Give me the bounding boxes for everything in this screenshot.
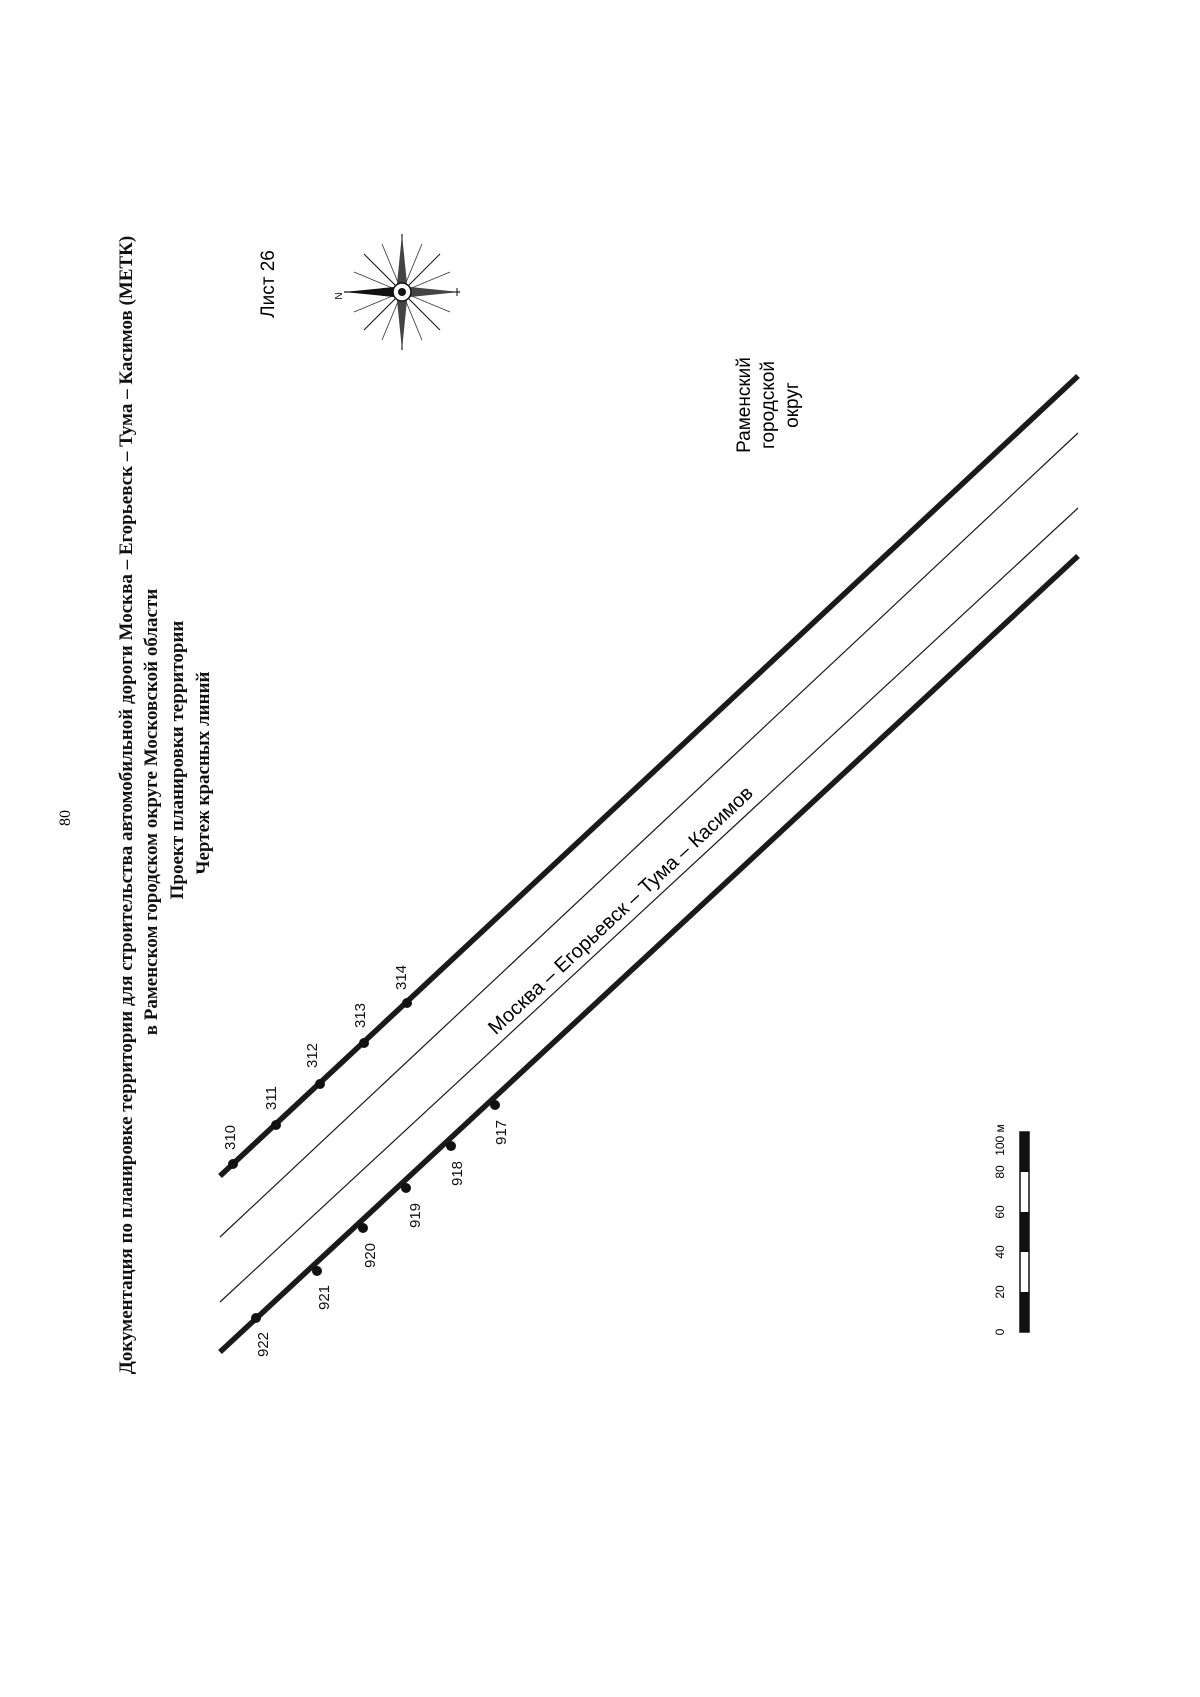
page-number: 80 xyxy=(57,810,74,826)
title-line-4: Чертеж красных линий xyxy=(193,671,214,875)
scale-tick-label: 100 м xyxy=(993,1124,1007,1156)
scale-tick-label: 40 xyxy=(993,1245,1007,1259)
point-label: 918 xyxy=(449,1160,466,1186)
scale-tick-label: 0 xyxy=(993,1328,1007,1336)
point-marker xyxy=(358,1223,368,1233)
point-marker xyxy=(402,998,412,1008)
lower-points xyxy=(251,1100,510,1357)
title-line-1: Документация по планировке территории для строительства автомобильной дороги Москва – Егорьевск – Тума – Касимов (МЕТК) xyxy=(116,235,137,1375)
sheet-label: Лист 26 xyxy=(258,250,279,318)
point-label: 922 xyxy=(255,1331,272,1357)
red-line-lower xyxy=(220,556,1078,1352)
title-line-3: Проект планировки территории xyxy=(167,620,188,900)
point-marker xyxy=(446,1141,456,1151)
road-name-label: Москва – Егорьевск – Тума – Касимов xyxy=(484,782,758,1040)
road-edge-upper xyxy=(220,433,1078,1237)
scale-tick-label: 80 xyxy=(993,1165,1007,1179)
red-line-upper xyxy=(220,376,1078,1176)
point-marker xyxy=(251,1313,261,1323)
point-marker xyxy=(271,1120,281,1130)
point-label: 921 xyxy=(316,1284,333,1310)
road-corridor xyxy=(220,376,1078,1352)
road-edge-lower xyxy=(220,508,1078,1302)
point-label: 917 xyxy=(493,1119,510,1145)
point-marker xyxy=(315,1079,325,1089)
district-label xyxy=(734,357,803,453)
title-line-2: в Раменском городском округе Московской области xyxy=(141,588,162,1036)
point-label: 920 xyxy=(362,1242,379,1268)
upper-points xyxy=(222,965,412,1169)
district-label-line-3: округ xyxy=(782,382,803,428)
compass-north-label: N xyxy=(334,292,345,300)
scale-tick-label: 60 xyxy=(993,1205,1007,1219)
district-label-line-2: городской xyxy=(758,360,779,450)
point-marker xyxy=(490,1100,500,1110)
point-label: 311 xyxy=(263,1086,280,1110)
scale-tick-label: 20 xyxy=(993,1285,1007,1299)
title-block xyxy=(116,236,214,1374)
point-marker xyxy=(401,1183,411,1193)
point-label: 919 xyxy=(407,1202,424,1228)
point-label: 313 xyxy=(352,1002,369,1028)
point-marker xyxy=(359,1038,369,1048)
point-label: 312 xyxy=(304,1042,321,1068)
compass-rose-icon xyxy=(334,234,460,350)
district-label-line-1: Раменский xyxy=(734,357,755,453)
point-label: 310 xyxy=(222,1124,239,1150)
point-label: 314 xyxy=(393,964,410,990)
scale-bar xyxy=(993,1124,1029,1335)
point-marker xyxy=(228,1159,238,1169)
point-marker xyxy=(312,1266,322,1276)
